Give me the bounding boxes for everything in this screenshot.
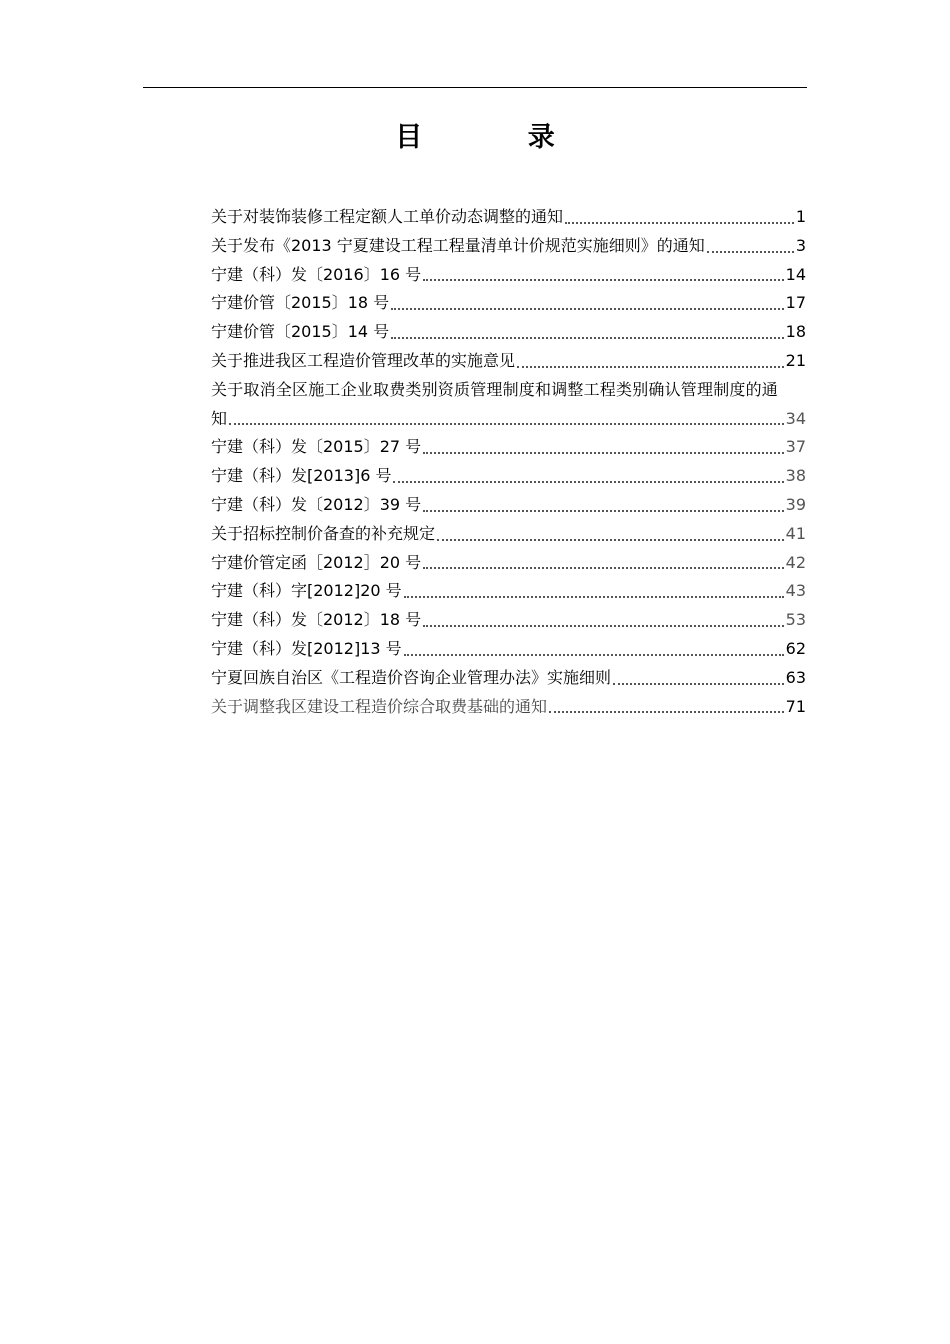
dot-leader — [391, 337, 783, 339]
toc-entry-label: 宁建（科）发[2012]13 号 — [211, 638, 402, 658]
dot-leader — [707, 251, 794, 253]
toc-entry[interactable] — [211, 635, 806, 664]
toc-entry-page: 34 — [785, 408, 806, 428]
toc-entry-page: 43 — [785, 581, 806, 601]
toc-list — [211, 203, 806, 721]
toc-entry-page: 41 — [785, 523, 806, 543]
toc-entry[interactable] — [211, 232, 806, 261]
toc-entry-page: 62 — [785, 638, 806, 658]
toc-entry-label: 宁建（科）发[2013]6 号 — [211, 466, 392, 486]
toc-entry[interactable] — [211, 664, 806, 693]
toc-entry-page: 42 — [785, 552, 806, 572]
toc-entry-page: 14 — [785, 264, 806, 284]
toc-entry-page: 18 — [785, 322, 806, 342]
toc-entry-label: 宁建（科）字[2012]20 号 — [211, 581, 402, 601]
dot-leader — [423, 452, 783, 454]
dot-leader — [391, 308, 783, 310]
toc-entry[interactable] — [211, 606, 806, 635]
toc-entry-label: 宁建价管〔2015〕14 号 — [211, 322, 390, 342]
toc-entry-label: 宁建（科）发〔2012〕18 号 — [211, 610, 422, 630]
toc-title: 目 录 — [395, 122, 603, 153]
dot-leader — [565, 222, 794, 224]
toc-entry-label: 关于对装饰装修工程定额人工单价动态调整的通知 — [211, 207, 564, 226]
toc-entry-label: 宁建（科）发〔2015〕27 号 — [211, 437, 422, 457]
toc-entry-label: 宁建价管定函［2012］20 号 — [211, 552, 422, 572]
dot-leader — [404, 596, 784, 598]
toc-entry[interactable] — [211, 462, 806, 491]
toc-entry-label-line1[interactable]: 关于取消全区施工企业取费类别资质管理制度和调整工程类别确认管理制度的通 — [211, 379, 779, 399]
toc-entry[interactable] — [211, 693, 806, 722]
toc-entry[interactable] — [211, 318, 806, 347]
dot-leader — [423, 279, 783, 281]
toc-entry-page: 71 — [785, 696, 806, 716]
toc-entry-page: 63 — [785, 667, 806, 687]
toc-entry[interactable] — [211, 347, 806, 376]
toc-entry-page: 3 — [795, 235, 806, 255]
toc-entry[interactable] — [211, 203, 806, 232]
dot-leader — [423, 510, 783, 512]
toc-entry-label: 宁建（科）发〔2016〕16 号 — [211, 264, 422, 284]
dot-leader — [613, 683, 784, 685]
toc-entry[interactable] — [211, 549, 806, 578]
toc-entry-page: 17 — [785, 293, 806, 313]
toc-entry-page: 21 — [785, 350, 806, 370]
toc-entry-label: 关于调整我区建设工程造价综合取费基础的通知 — [211, 696, 548, 716]
toc-entry[interactable] — [211, 289, 806, 318]
toc-entry-label: 宁夏回族自治区《工程造价咨询企业管理办法》实施细则 — [211, 667, 612, 687]
toc-entry-label: 宁建价管〔2015〕18 号 — [211, 293, 390, 313]
toc-entry-label: 关于发布《2013 宁夏建设工程工程量清单计价规范实施细则》的通知 — [211, 235, 705, 255]
dot-leader — [229, 423, 784, 425]
toc-entry-page: 53 — [785, 610, 806, 630]
header-rule — [143, 87, 807, 88]
toc-entry[interactable] — [211, 491, 806, 520]
toc-entry[interactable] — [211, 405, 806, 434]
dot-leader — [404, 654, 784, 656]
toc-entry-label: 宁建（科）发〔2012〕39 号 — [211, 494, 422, 514]
toc-entry-label: 关于招标控制价备查的补充规定 — [211, 523, 436, 543]
toc-entry[interactable] — [211, 433, 806, 462]
toc-entry[interactable] — [211, 577, 806, 606]
toc-entry-label: 知 — [211, 408, 228, 428]
toc-entry-page: 38 — [785, 466, 806, 486]
toc-entry-page: 1 — [795, 207, 806, 226]
dot-leader — [393, 481, 783, 483]
toc-entry-page: 39 — [785, 494, 806, 514]
dot-leader — [423, 567, 783, 569]
toc-entry-page: 37 — [785, 437, 806, 457]
toc-entry[interactable] — [211, 520, 806, 549]
dot-leader — [437, 539, 784, 541]
toc-entry[interactable] — [211, 261, 806, 290]
dot-leader — [549, 711, 784, 713]
toc-entry-label: 关于推进我区工程造价管理改革的实施意见 — [211, 350, 516, 370]
dot-leader — [517, 366, 784, 368]
dot-leader — [423, 625, 783, 627]
